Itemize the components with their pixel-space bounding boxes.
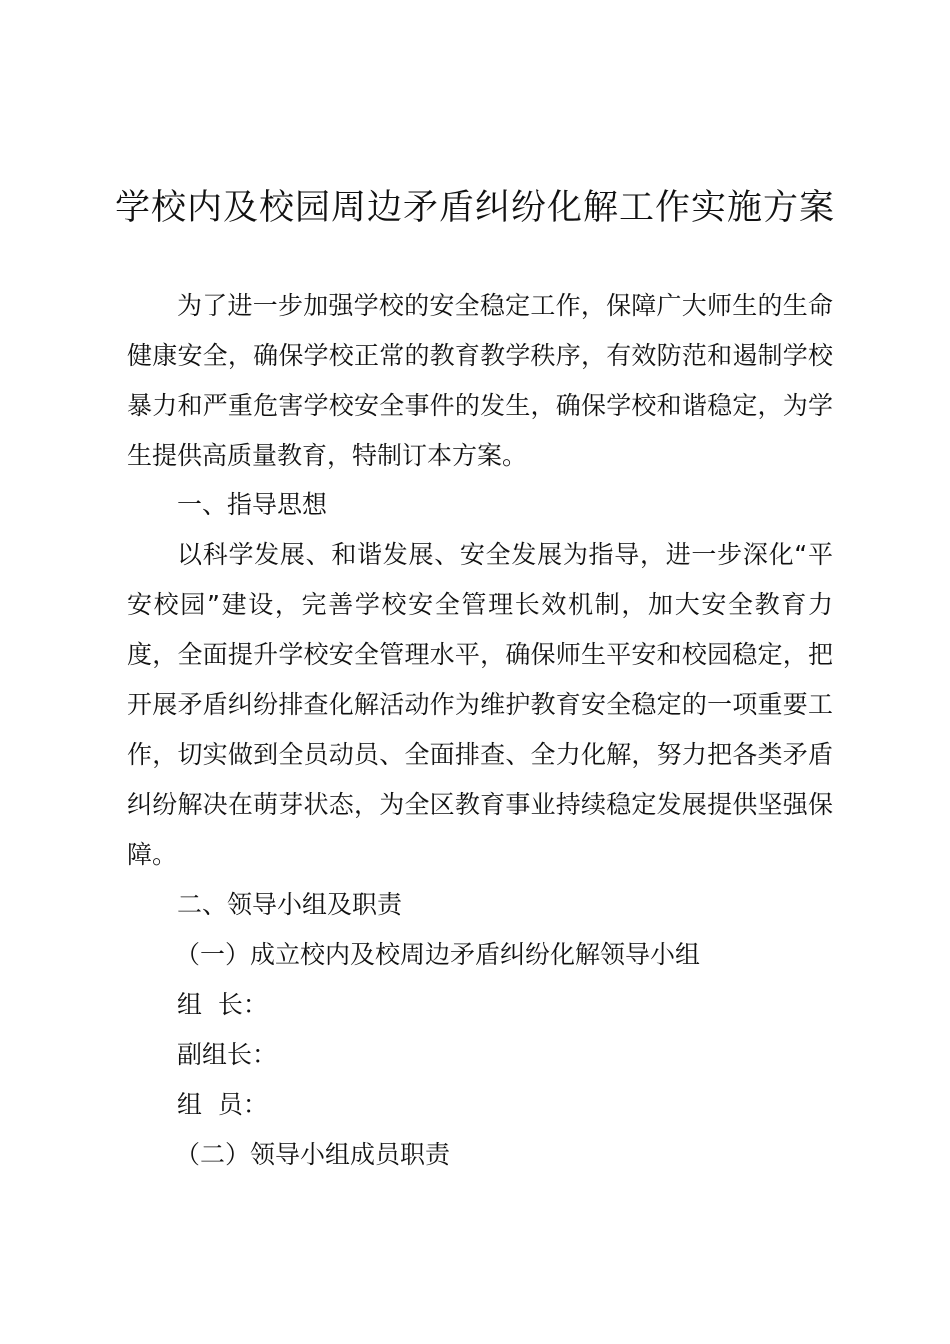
section2-subheading-2: （二）领导小组成员职责	[175, 1140, 451, 1169]
deputy-leader-label: 副组长：	[177, 1040, 278, 1069]
section2-subheading-1: （一）成立校内及校周边矛盾纠纷化解领导小组	[175, 940, 701, 969]
members-label: 组 员：	[177, 1090, 268, 1119]
section1-heading: 一、指导思想	[177, 490, 328, 519]
intro-block	[127, 281, 833, 481]
leader-label: 组 长：	[177, 990, 268, 1019]
intro-paragraph: 为了进一步加强学校的安全稳定工作，保障广大师生的生命健康安全，确保学校正常的教育教学秩序，有效防范和遏制学校暴力和严重危害学校安全事件的发生，确保学校和谐稳定，为学生提供高质量教育，特制订本方案。	[127, 291, 833, 470]
document-title: 学校内及校园周边矛盾纠纷化解工作实施方案	[114, 188, 835, 228]
section2-heading: 二、领导小组及职责	[177, 890, 403, 919]
body-sections	[127, 480, 833, 1180]
section1-paragraph: 以科学发展、和谐发展、安全发展为指导，进一步深化“平安校园”建设，完善学校安全管理长效机制，加大安全教育力度，全面提升学校安全管理水平，确保师生平安和校园稳定，把开展矛盾纠纷排查化解活动作为维护教育安全稳定的一项重要工作，切实做到全员动员、全面排查、全力化解，努力把各类矛盾纠纷解决在萌芽状态，为全区教育事业持续稳定发展提供坚强保障。	[127, 540, 833, 869]
